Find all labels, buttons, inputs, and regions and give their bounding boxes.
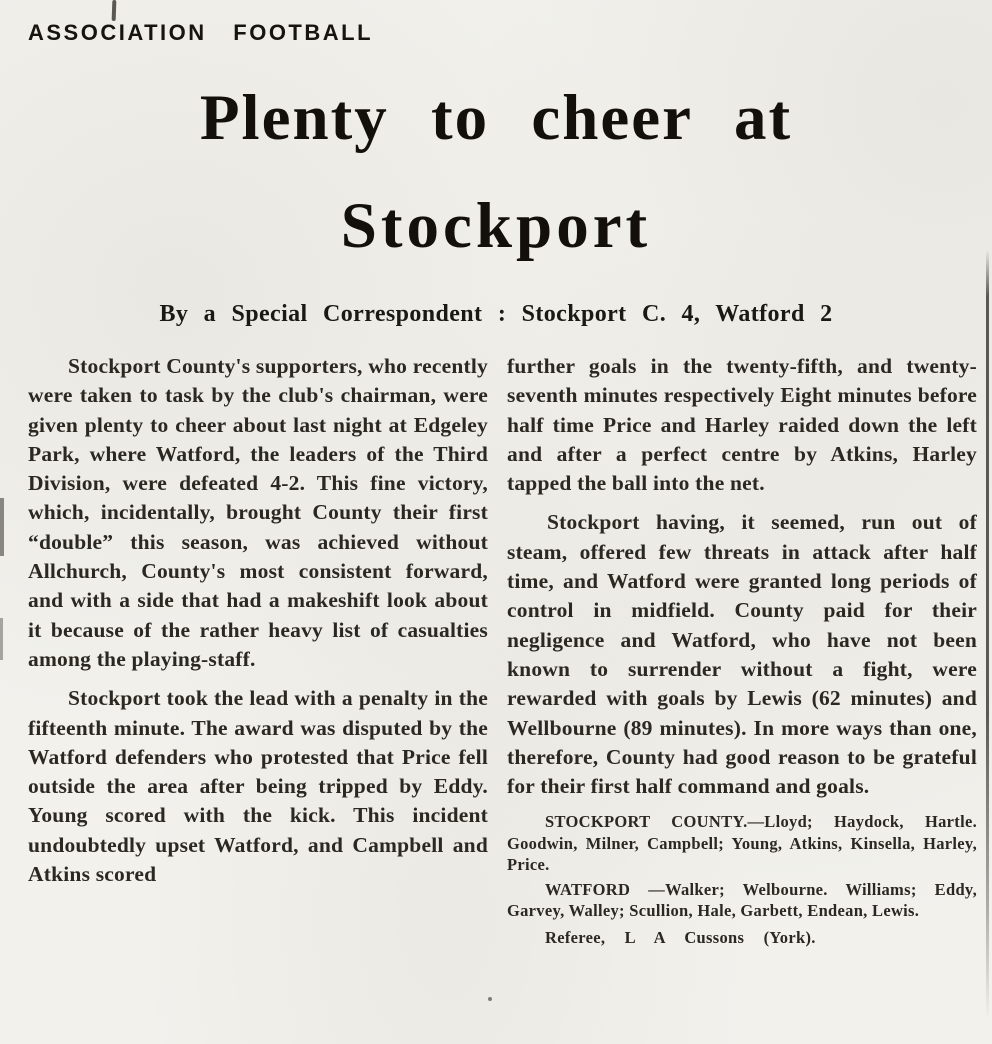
scan-artifact-speck — [488, 997, 492, 1001]
column-right — [507, 352, 977, 951]
column-left — [28, 352, 488, 951]
referee-line: Referee, L A Cussons (York). — [545, 927, 816, 947]
article-headline — [0, 64, 992, 280]
byline-and-score: By a Special Correspondent : Stockport C. 4, Watford 2 — [159, 301, 833, 327]
paragraph-right-1: further goals in the twenty-fifth, and twenty-seventh minutes respectively Eight minutes before half time Price and Harley raided down the left and after a perfect centre by Atkins, Harley tapped the ball into the net. — [507, 354, 977, 496]
article-body — [28, 352, 977, 951]
paragraph-left-2: Stockport took the lead with a penalty in the fifteenth minute. The award was disputed by the Watford defenders who protested that Price fell outside the area after being tripped by Eddy. Young scored with the kick. This incident undoubtedly upset Watford, and Campbell and Atkins scored — [28, 686, 488, 887]
headline-line-1: Plenty to cheer at — [199, 82, 793, 154]
lineup-stockport: STOCKPORT COUNTY.—Lloyd; Haydock, Hartle. Goodwin, Milner, Campbell; Young, Atkins, Kinsella, Harley, Price. — [507, 812, 977, 875]
team-lists — [507, 811, 977, 948]
scan-artifact-tick — [112, 0, 117, 21]
scan-artifact-mark — [0, 618, 3, 660]
lineup-watford: WATFORD —Walker; Welbourne. Williams; Eddy, Garvey, Walley; Scullion, Hale, Garbett, Endean, Lewis. — [507, 879, 977, 921]
scan-artifact-mark — [0, 498, 4, 556]
paragraph-right-2: Stockport having, it seemed, run out of steam, offered few threats in attack after half time, and Watford were granted long periods of control in midfield. County paid for their negligence and Watford, who have not been known to surrender without a fight, were rewarded with goals by Lewis (62 minutes) and Wellbourne (89 minutes). In more ways than one, therefore, County had good reason to be grateful for their first half command and goals. — [507, 510, 977, 799]
headline-line-2: Stockport — [340, 190, 652, 262]
paragraph-left-1: Stockport County's supporters, who recently were taken to task by the club's chairman, were given plenty to cheer about last night at Edgeley Park, where Watford, the leaders of the Third Division, were defeated 4-2. This fine victory, which, incidentally, brought County their first “double” this season, was achieved without Allchurch, County's most consistent forward, and with a side that had a makeshift look about it because of the rather heavy list of casualties among the playing-staff. — [28, 354, 488, 671]
column-rule — [986, 250, 989, 1020]
section-kicker: ASSOCIATION FOOTBALL — [28, 20, 374, 45]
